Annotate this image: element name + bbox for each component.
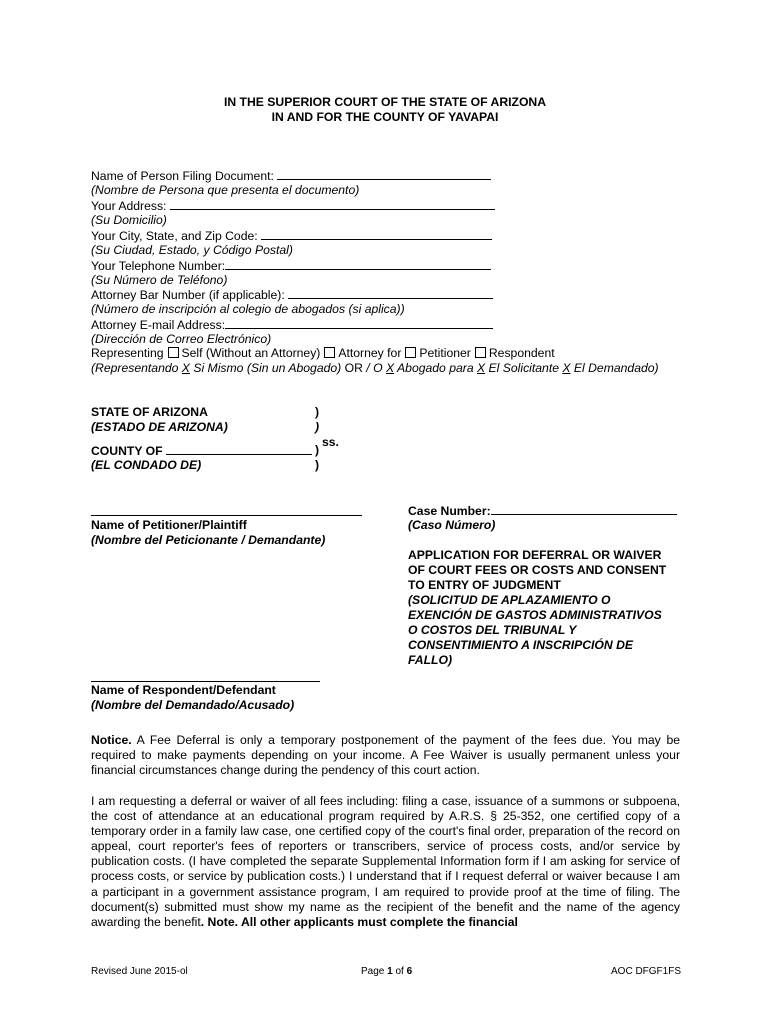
venue-paren-3: ) (315, 443, 320, 457)
bar-field[interactable] (288, 287, 493, 299)
filer-name-label: Name of Person Filing Document: (91, 169, 274, 183)
address-label: Your Address: (91, 199, 167, 213)
email-label-es: (Dirección de Correo Electrónico) (91, 332, 272, 346)
footer-page-prefix: Page (361, 966, 388, 977)
respondent-label: Respondent (488, 346, 555, 360)
doc-title-line2: OF COURT FEES OR COSTS AND CONSENT (408, 563, 667, 577)
representing-es-attorney: Abogado para (397, 361, 474, 375)
court-heading-line2: IN AND FOR THE COUNTY OF YAVAPAI (271, 110, 499, 124)
petitioner-label: Name of Petitioner/Plaintiff (91, 518, 247, 532)
footer-form-code: AOC DFGF1FS (611, 966, 682, 977)
representing-es-self: Si Mismo (Sin un Abogado) (193, 361, 342, 375)
address-row (91, 198, 495, 214)
petitioner-name-line[interactable] (91, 515, 362, 516)
self-checkbox[interactable] (168, 347, 179, 358)
respondent-checkbox[interactable] (475, 347, 486, 358)
doc-title-line3: TO ENTRY OF JUDGMENT (408, 578, 561, 592)
filer-name-field[interactable] (277, 168, 491, 180)
email-row (91, 317, 493, 333)
bar-label: Attorney Bar Number (if applicable): (91, 288, 285, 302)
respondent-name-line[interactable] (91, 681, 320, 682)
venue-county-es: (EL CONDADO DE) (91, 458, 202, 472)
doc-title-es-line4: CONSENTIMIENTO A INSCRIPCIÓN DE (408, 638, 634, 652)
city-label: Your City, State, and Zip Code: (91, 229, 258, 243)
petitioner-checkbox[interactable] (405, 347, 416, 358)
city-label-es: (Su Ciudad, Estado, y Código Postal) (91, 243, 293, 257)
address-label-es: (Su Domicilio) (91, 213, 167, 227)
county-field[interactable] (166, 443, 312, 455)
request-text: I am requesting a deferral or waiver of all fees including: filing a case, issuance of a summons or subpoena, the cost of attendance at an educational program required by A.R.S. § 25-352, one certified copy of a temporary order in a family law case, one certified copy of the court's final order, preparation of the record on appeal, court reporter's fees of reporters or transcribers, service of process costs, and/or service by publication costs. (I have completed the separate Supplemental Information form if I am asking for service of process costs, or service by publication costs.) I understand that if I request deferral or waiver because I am a participant in a government assistance program, I am required to provide proof at the time of filing. The document(s) submitted must show my name as the recipient of the benefit and the name of the agency awarding the benefit (91, 794, 680, 929)
venue-paren-1: ) (315, 405, 320, 419)
respondent-label-es: (Nombre del Demandado/Acusado) (91, 698, 295, 712)
doc-title-es-line1: (SOLICITUD DE APLAZAMIENTO O (408, 593, 611, 607)
request-period: . (200, 914, 205, 929)
phone-field[interactable] (225, 258, 491, 270)
phone-label: Your Telephone Number: (91, 259, 226, 273)
case-number-label: Case Number: (408, 504, 491, 518)
venue-state-es: (ESTADO DE ARIZONA) (91, 420, 228, 434)
bar-row (91, 287, 493, 303)
email-field[interactable] (225, 317, 493, 329)
petitioner-label-es: (Nombre del Peticionante / Demandante) (91, 533, 326, 547)
attorney-for-label: Attorney for (338, 346, 402, 360)
venue-paren-2: ) (315, 420, 320, 434)
filer-name-row (91, 168, 491, 184)
notice-text: A Fee Deferral is only a temporary postponement of the payment of the fees due. You may be required to make payments depending on your income. A Fee Waiver is usually permanent unless your financial circumstances change during the pendency of this court action. (91, 733, 680, 778)
case-number-label-es: (Caso Número) (408, 518, 496, 532)
doc-title-es-line2: EXENCIÓN DE GASTOS ADMINISTRATIVOS (408, 608, 662, 622)
representing-es-x-4: X (562, 361, 571, 375)
doc-title-line1: APPLICATION FOR DEFERRAL OR WAIVER (408, 548, 662, 562)
venue-paren-4: ) (315, 458, 320, 472)
doc-title (408, 548, 666, 593)
city-row (91, 228, 492, 244)
bar-label-es: (Número de inscripción al colegio de abogados (si aplica)) (91, 302, 405, 316)
notice-label: Notice. (91, 733, 132, 747)
address-field[interactable] (170, 198, 495, 210)
phone-label-es: (Su Número de Teléfono) (91, 273, 228, 287)
representing-es-prefix: (Representando (91, 361, 179, 375)
phone-row (91, 258, 491, 274)
representing-label: Representing (91, 346, 164, 360)
footer-page-of: of (392, 966, 407, 977)
doc-title-es (408, 593, 662, 668)
representing-row-es (91, 361, 659, 376)
case-number-row (408, 503, 677, 519)
email-label: Attorney E-mail Address: (91, 318, 226, 332)
representing-es-respondent: El Demandado) (573, 361, 659, 375)
request-paragraph (91, 794, 680, 930)
respondent-label: Name of Respondent/Defendant (91, 683, 276, 697)
doc-title-es-line5: FALLO) (408, 653, 453, 667)
self-label: Self (Without an Attorney) (181, 346, 321, 360)
footer-page-num: 1 (387, 966, 393, 977)
venue-state: STATE OF ARIZONA (91, 405, 208, 419)
representing-es-x-1: X (181, 361, 190, 375)
attorney-for-checkbox[interactable] (324, 347, 335, 358)
footer-page (361, 966, 412, 977)
case-number-field[interactable] (491, 503, 677, 515)
notice-paragraph (91, 733, 680, 778)
representing-es-o: / O (366, 361, 383, 375)
representing-es-x-3: X (477, 361, 486, 375)
representing-row (91, 346, 555, 361)
footer-revised: Revised June 2015-ol (91, 966, 188, 977)
representing-es-petitioner: El Solicitante (488, 361, 559, 375)
representing-es-x-2: X (385, 361, 395, 375)
venue-ss: ss. (322, 435, 339, 449)
city-field[interactable] (261, 228, 492, 240)
petitioner-label: Petitioner (419, 346, 471, 360)
note-bold: Note. All other applicants must complete the financial (204, 914, 518, 929)
venue-county-row (91, 443, 312, 459)
doc-title-es-line3: O COSTOS DEL TRIBUNAL Y (408, 623, 577, 637)
representing-es-or: OR (344, 361, 363, 375)
court-heading (0, 95, 770, 125)
venue-county: COUNTY OF (91, 444, 163, 458)
footer-page-total: 6 (406, 966, 413, 977)
filer-name-label-es: (Nombre de Persona que presenta el documento) (91, 183, 360, 197)
court-heading-line1: IN THE SUPERIOR COURT OF THE STATE OF ARIZONA (223, 95, 547, 109)
